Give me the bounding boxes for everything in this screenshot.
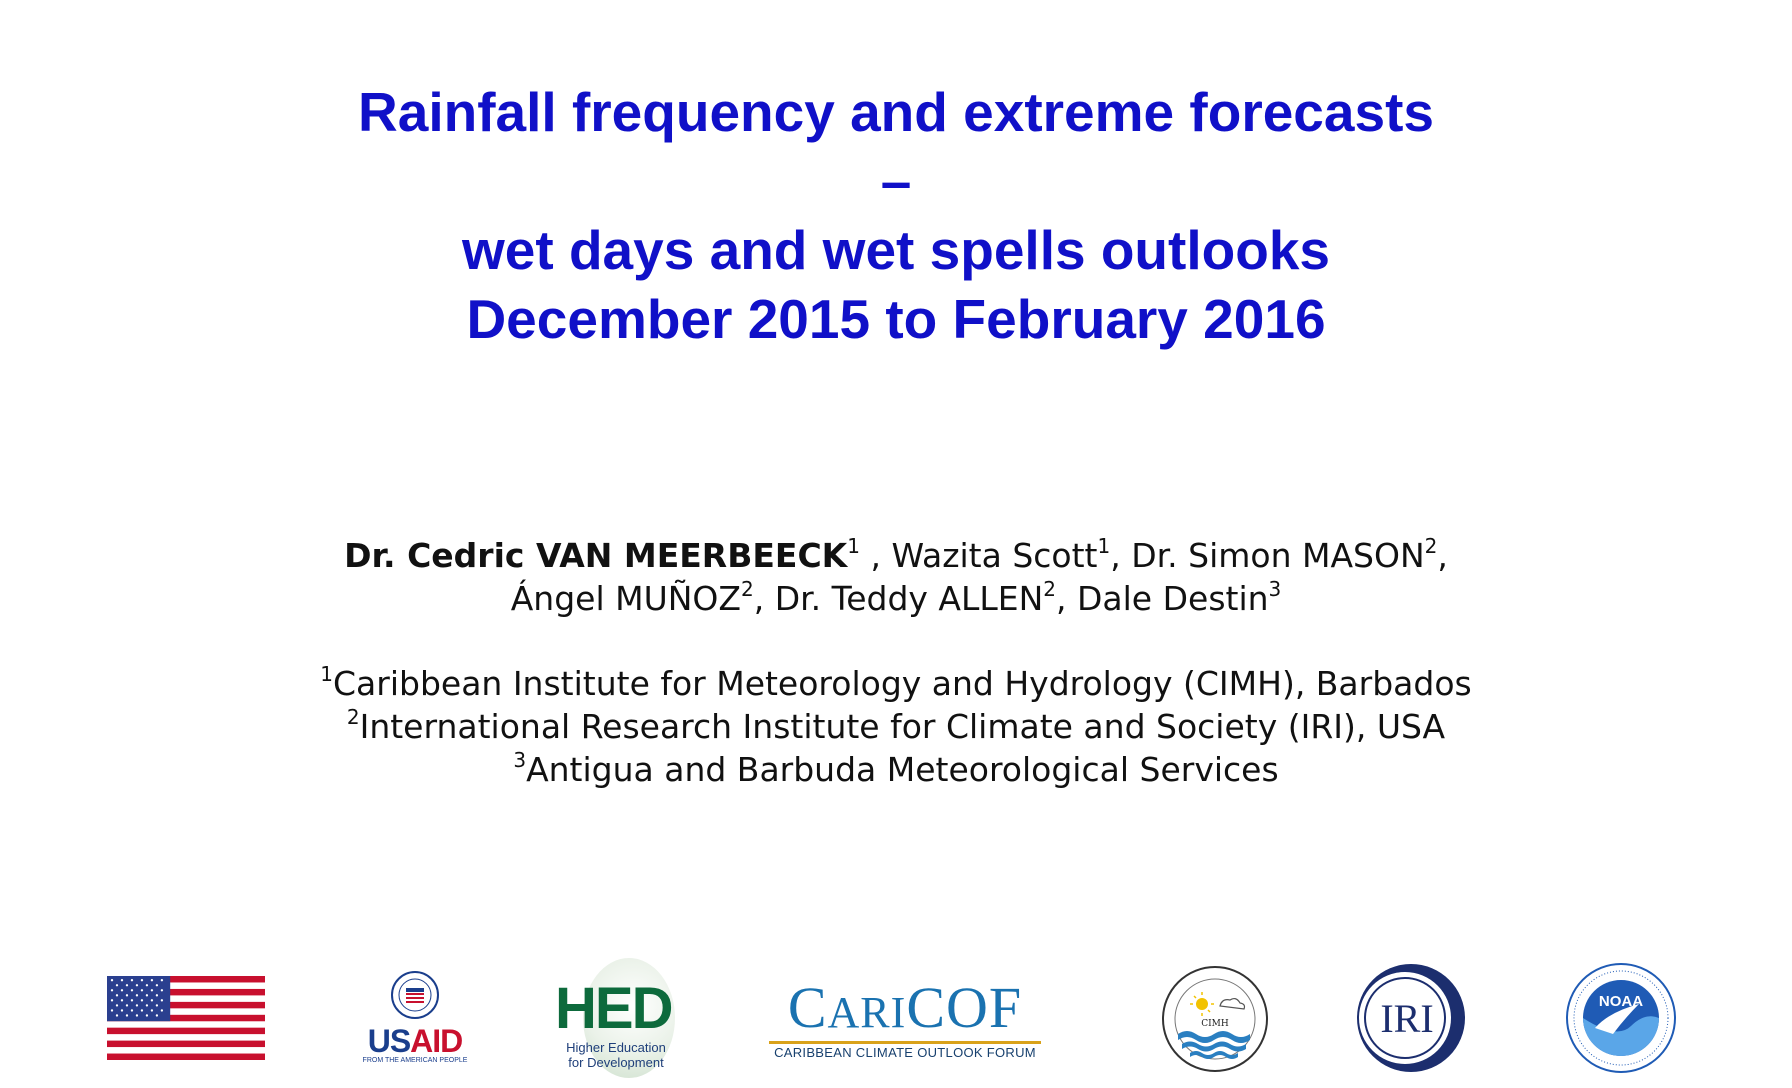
hed-logo <box>555 958 685 1080</box>
caricof-wordmark: CARICOF <box>787 975 1023 1040</box>
title-line-3: wet days and wet spells outlooks <box>462 219 1330 281</box>
author-row-2: Ángel MUÑOZ$^2$, Dr. Teddy ALLEN$^2$, Dale Destin$^3$ <box>510 577 1282 618</box>
title-line-1: Rainfall frequency and extreme forecasts <box>358 81 1434 143</box>
author-row-1: Dr. Cedric VAN MEERBEECK$^1$ , Wazita Scott$^1$, Dr. Simon MASON$^2$, <box>344 534 1448 575</box>
usaid-logo <box>355 970 475 1070</box>
affiliation-1: $^1$Caribbean Institute for Meteorology and Hydrology (CIMH), Barbados <box>320 662 1472 703</box>
hed-tagline: Higher Education for Development <box>566 1040 666 1070</box>
hed-wordmark: HED <box>555 976 672 1041</box>
affiliation-2: $^2$International Research Institute for Climate and Society (IRI), USA <box>346 705 1446 746</box>
noaa-logo <box>1565 962 1677 1074</box>
noaa-label: NOAA <box>1598 993 1644 1010</box>
usaid-seal-icon <box>390 970 440 1020</box>
affiliation-list <box>0 662 1792 791</box>
title-line-2: – <box>880 150 912 212</box>
usaid-wordmark: USAID <box>367 1023 463 1059</box>
cimh-label: CIMH <box>1201 1019 1229 1029</box>
slide-title <box>0 78 1792 354</box>
cimh-logo <box>1160 964 1270 1074</box>
iri-label: IRI <box>1380 996 1434 1041</box>
caricof-tagline: CARIBBEAN CLIMATE OUTLOOK FORUM <box>774 1045 1036 1060</box>
us-flag-icon <box>107 976 265 1060</box>
logo-strip <box>0 950 1792 1080</box>
usaid-tagline: FROM THE AMERICAN PEOPLE <box>362 1057 468 1064</box>
caricof-logo <box>765 975 1045 1060</box>
affiliation-3: $^3$Antigua and Barbuda Meteorological Services <box>513 748 1279 789</box>
lead-author: Dr. Cedric VAN MEERBEECK <box>344 536 848 575</box>
author-list <box>0 534 1792 620</box>
title-line-4: December 2015 to February 2016 <box>466 288 1326 350</box>
iri-logo <box>1355 962 1467 1074</box>
